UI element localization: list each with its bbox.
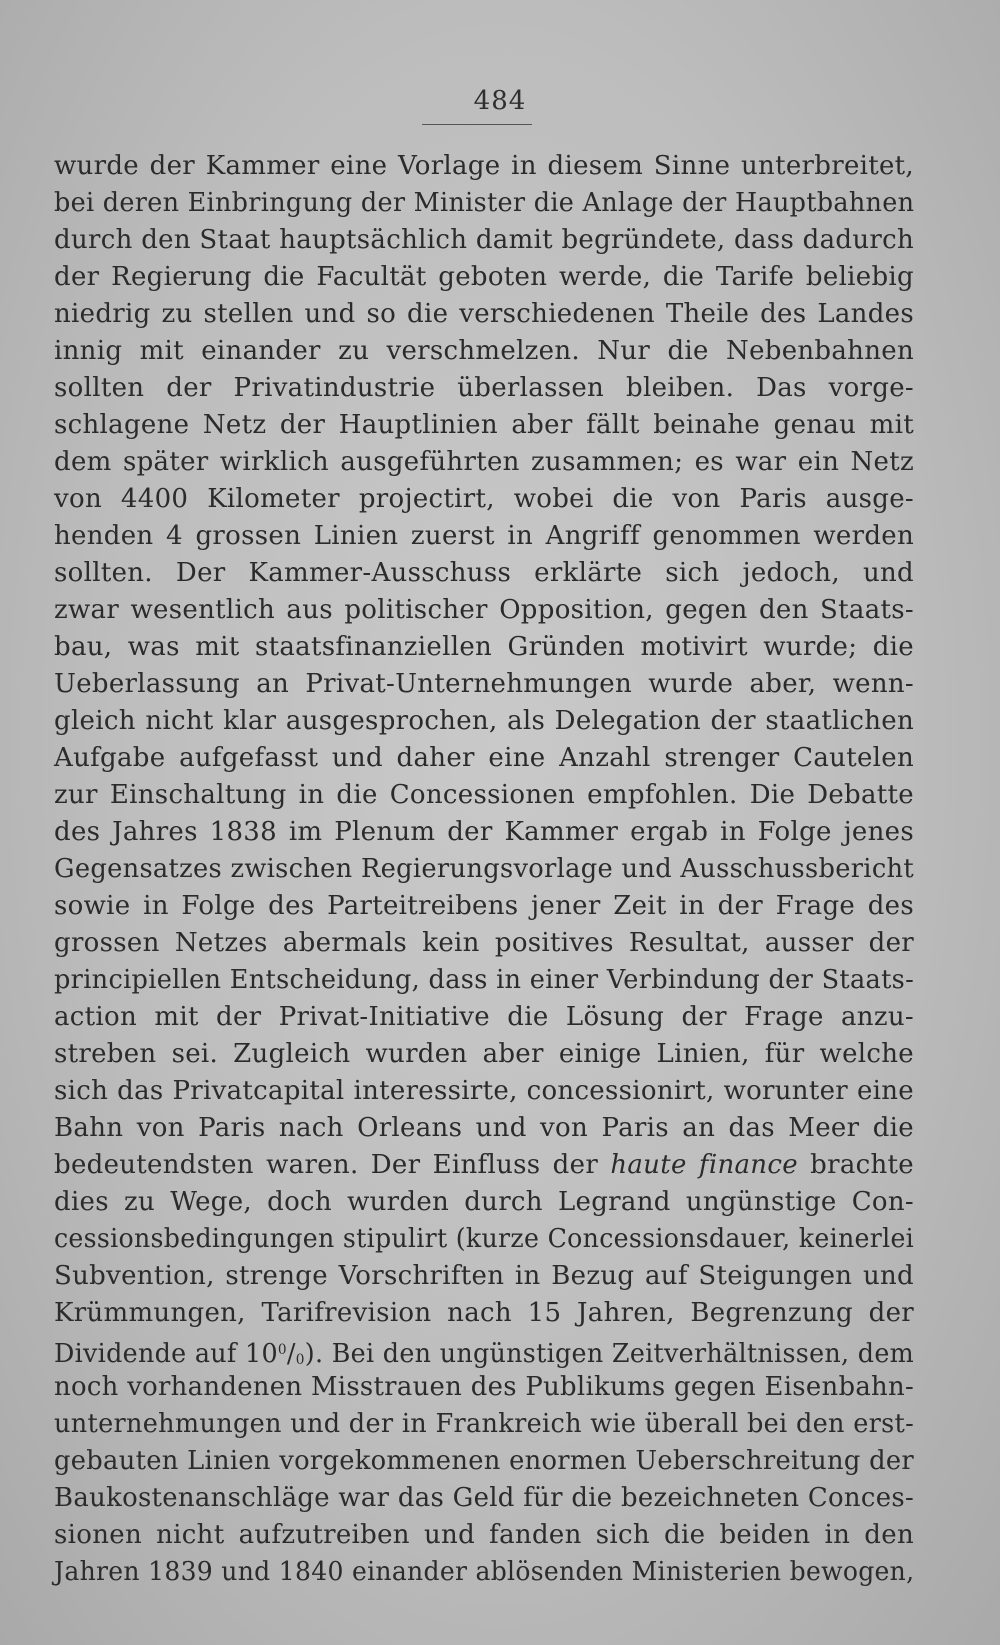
page-number: 484 [473,86,527,116]
text-line: sowie in Folge des Parteitreibens jener Zeit in der Frage des [54,891,914,921]
text-line: sionen nicht aufzutreiben und fanden sich die beiden in den [54,1520,914,1550]
text-line: grossen Netzes abermals kein positives Resultat, ausser der [54,928,914,958]
text-line: schlagene Netz der Hauptlinien aber fällt beinahe genau mit [54,410,914,440]
text-line: gleich nicht klar ausgesprochen, als Delegation der staatlichen [54,706,914,736]
page-number-container [0,86,1000,116]
text-line: Jahren 1839 und 1840 einander ablösenden Ministerien bewogen, [54,1557,915,1587]
percent-superscript: 0 [277,1342,287,1358]
text-line: principiellen Entscheidung, dass in einer Verbindung der Staats- [54,965,915,995]
text-line: des Jahres 1838 im Plenum der Kammer ergab in Folge jenes [54,817,914,847]
text-segment: Dividende auf 10 [54,1339,278,1369]
text-line: von 4400 Kilometer projectirt, wobei die von Paris ausge- [54,484,914,514]
text-line: sollten der Privatindustrie überlassen bleiben. Das vorge- [54,373,914,403]
text-line: der Regierung die Facultät geboten werde, die Tarife beliebig [54,262,914,292]
text-line: streben sei. Zugleich wurden aber einige Linien, für welche [54,1039,914,1069]
text-line: action mit der Privat-Initiative die Lösung der Frage anzu- [54,1002,914,1032]
text-line: dem später wirklich ausgeführten zusammen; es war ein Netz [54,447,914,477]
text-segment: bedeutendsten waren. Der Einfluss der [54,1150,611,1180]
percent-subscript: 0 [295,1352,305,1368]
text-line: bei deren Einbringung der Minister die Anlage der Hauptbahnen [54,188,915,218]
body-text [54,148,914,1591]
text-line: Krümmungen, Tarifrevision nach 15 Jahren, Begrenzung der [54,1298,914,1328]
text-line: zur Einschaltung in die Concessionen empfohlen. Die Debatte [54,780,914,810]
text-line: sollten. Der Kammer-Ausschuss erklärte sich jedoch, und [54,558,914,588]
text-line: durch den Staat hauptsächlich damit begründete, dass dadurch [54,225,915,255]
text-line: gebauten Linien vorgekommenen enormen Ueberschreitung der [54,1446,915,1476]
text-line-with-percent [54,1332,914,1369]
text-line: Gegensatzes zwischen Regierungsvorlage und Ausschussbericht [54,854,914,884]
text-line: dies zu Wege, doch wurden durch Legrand ungünstige Con- [54,1187,914,1217]
text-line: wurde der Kammer eine Vorlage in diesem Sinne unterbreitet, [54,151,914,181]
text-line: niedrig zu stellen und so die verschiedenen Theile des Landes [54,299,914,329]
text-segment: ). Bei den ungünstigen Zeitverhältnissen, dem [304,1339,915,1369]
text-line: cessionsbedingungen stipulirt (kurze Concessionsdauer, keinerlei [54,1224,915,1254]
percent-slash: / [286,1339,296,1369]
text-segment: brachte [797,1150,914,1180]
text-line: bau, was mit staatsfinanziellen Gründen motivirt wurde; die [54,632,914,662]
text-line: noch vorhandenen Misstrauen des Publikums gegen Eisenbahn- [54,1372,915,1402]
text-line: Aufgabe aufgefasst und daher eine Anzahl strenger Cautelen [54,743,914,773]
text-line: Bahn von Paris nach Orleans und von Paris an das Meer die [54,1113,914,1143]
text-line-with-italic [54,1147,914,1184]
text-line: zwar wesentlich aus politischer Opposition, gegen den Staats- [54,595,914,625]
text-line: unternehmungen und der in Frankreich wie überall bei den erst- [54,1409,915,1439]
text-line: sich das Privatcapital interessirte, concessionirt, worunter eine [54,1076,914,1106]
text-line: Ueberlassung an Privat-Unternehmungen wurde aber, wenn- [54,669,914,699]
italic-phrase: haute finance [610,1150,798,1180]
text-line: Baukostenanschläge war das Geld für die bezeichneten Conces- [54,1483,915,1513]
header-rule [422,124,532,125]
text-line: henden 4 grossen Linien zuerst in Angriff genommen werden [54,521,914,551]
text-line: innig mit einander zu verschmelzen. Nur die Nebenbahnen [54,336,914,366]
text-line: Subvention, strenge Vorschriften in Bezug auf Steigungen und [54,1261,914,1291]
